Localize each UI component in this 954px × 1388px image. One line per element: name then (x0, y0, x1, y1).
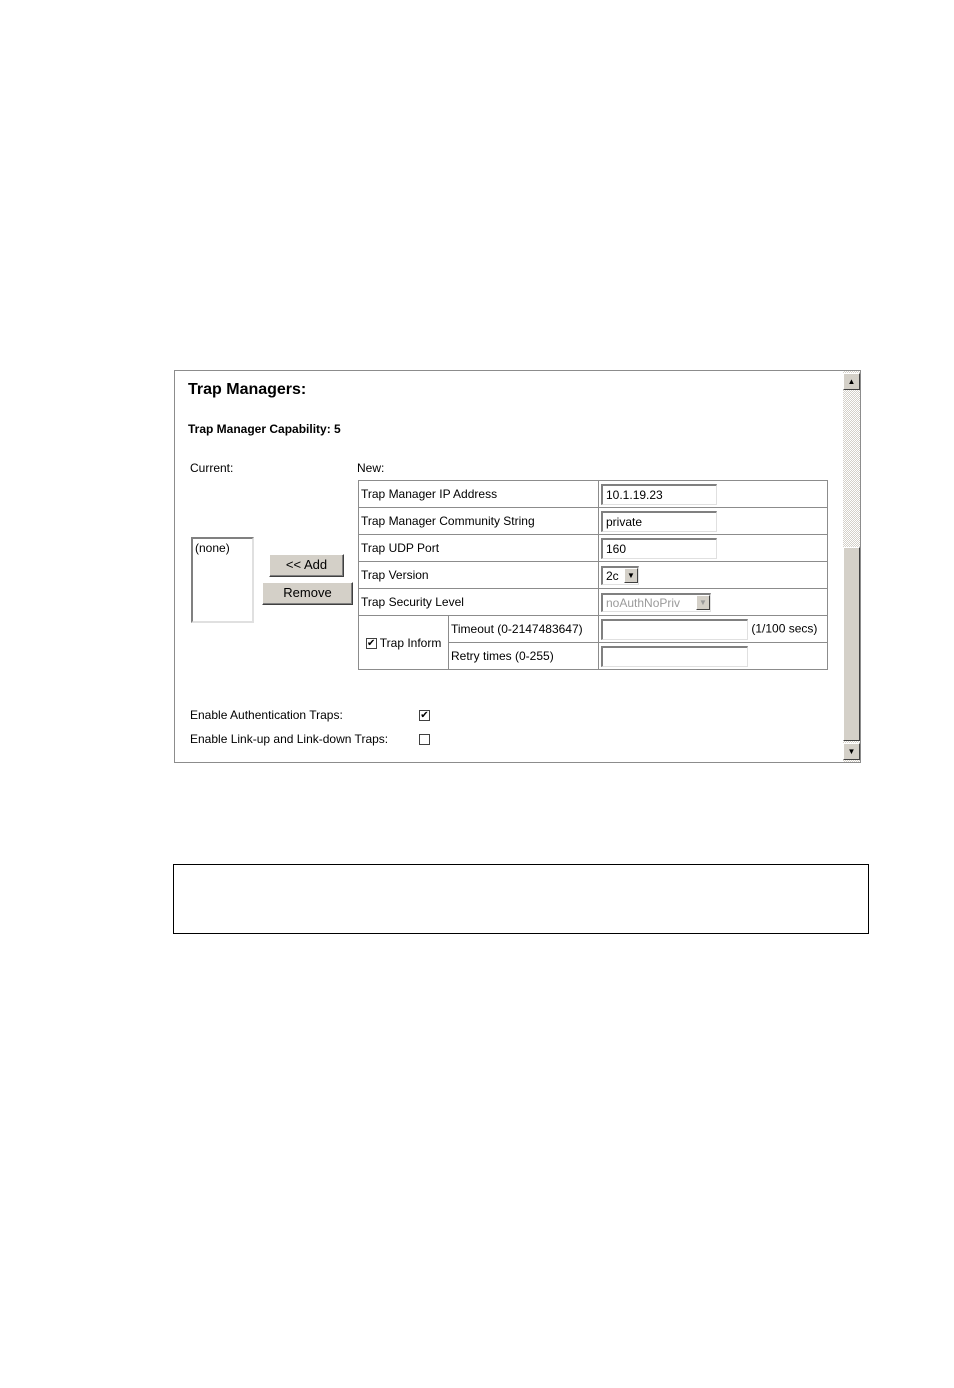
link-traps-checkbox[interactable] (419, 734, 430, 745)
trap-manager-capability: Trap Manager Capability: 5 (188, 422, 341, 436)
timeout-input[interactable] (601, 619, 748, 640)
chevron-down-icon[interactable]: ▼ (624, 568, 638, 583)
current-managers-list[interactable] (191, 537, 254, 623)
scroll-down-icon[interactable]: ▼ (843, 743, 860, 760)
ip-address-label: Trap Manager IP Address (359, 481, 599, 508)
remove-button[interactable]: Remove (262, 582, 353, 605)
auth-traps-label: Enable Authentication Traps: (190, 708, 343, 722)
udp-port-input[interactable]: 160 (601, 538, 717, 559)
add-button[interactable]: << Add (269, 554, 344, 577)
retry-times-input[interactable] (601, 646, 748, 667)
trap-inform-label: Trap Inform (379, 635, 442, 650)
trap-version-label: Trap Version (359, 562, 599, 589)
chevron-down-icon: ▼ (696, 595, 710, 610)
link-traps-label: Enable Link-up and Link-down Traps: (190, 732, 389, 746)
vertical-scrollbar[interactable] (843, 371, 860, 762)
new-label: New: (357, 461, 385, 475)
community-string-label: Trap Manager Community String (359, 508, 599, 535)
trap-inform-cell (359, 616, 449, 670)
empty-box (173, 864, 869, 934)
scroll-thumb[interactable] (843, 547, 860, 741)
timeout-label: Timeout (0-2147483647) (449, 616, 599, 643)
auth-traps-checkbox[interactable]: ✔ (420, 710, 429, 721)
community-string-input[interactable]: private (601, 511, 717, 532)
security-level-label: Trap Security Level (359, 589, 599, 616)
list-item[interactable]: (none) (195, 541, 230, 555)
timeout-unit: (1/100 secs) (751, 621, 818, 636)
security-level-value: noAuthNoPriv (606, 595, 681, 610)
trap-managers-panel (174, 370, 861, 763)
ip-address-input[interactable]: 10.1.19.23 (601, 484, 717, 505)
scroll-up-icon[interactable]: ▲ (843, 373, 860, 390)
trap-inform-checkbox[interactable]: ✔ (366, 637, 376, 649)
page-title: Trap Managers: (188, 381, 307, 398)
current-label: Current: (190, 461, 234, 475)
security-level-select (601, 593, 711, 612)
udp-port-label: Trap UDP Port (359, 535, 599, 562)
trap-version-value: 2c (606, 568, 619, 583)
new-trap-manager-form (358, 480, 828, 670)
trap-version-select[interactable] (601, 566, 639, 585)
retry-times-label: Retry times (0-255) (449, 643, 599, 670)
